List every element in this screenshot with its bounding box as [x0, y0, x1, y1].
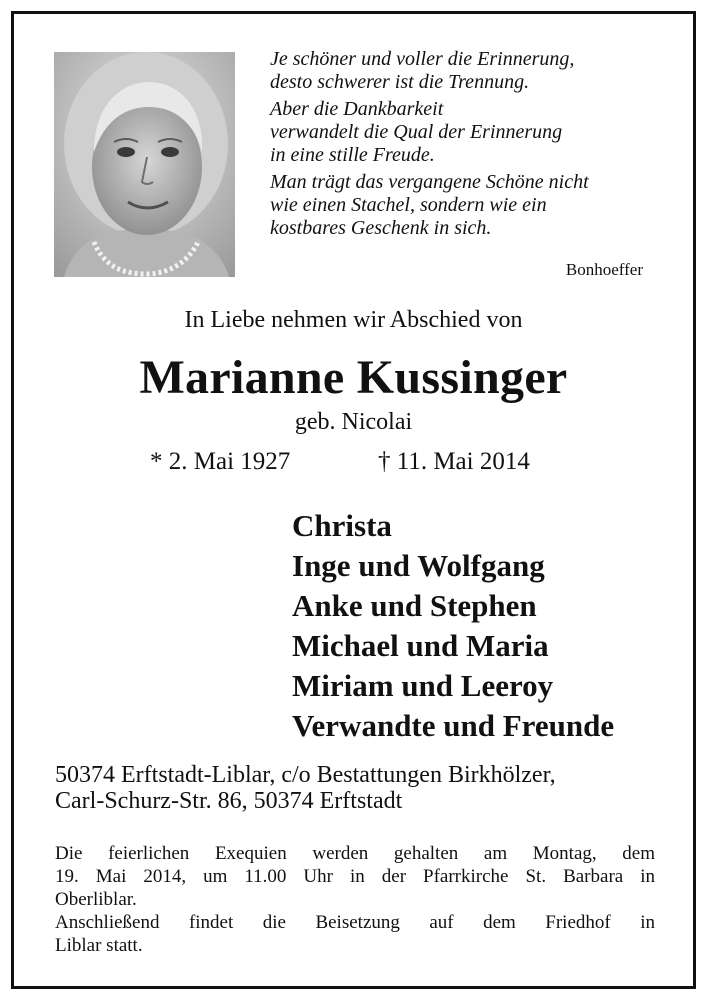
poem-stanza	[270, 98, 650, 167]
mourner-entry: Michael und Maria	[292, 628, 549, 663]
poem-stanza	[270, 171, 650, 240]
maiden-name: geb. Nicolai	[294, 409, 413, 435]
deceased-name: Marianne Kussinger	[139, 351, 568, 404]
poem-stanza	[270, 48, 650, 94]
funeral-notice	[55, 842, 655, 957]
notice-line: 19. Mai 2014, um 11.00 Uhr in der Pfarrkirche St. Barbara in	[55, 866, 655, 887]
poem-line: Man trägt das vergangene Schöne nicht	[270, 171, 589, 193]
death-date: † 11. Mai 2014	[378, 448, 530, 475]
poem-line: Je schöner und voller die Erinnerung,	[270, 48, 575, 70]
notice-line: Die feierlichen Exequien werden gehalten am Montag, dem	[55, 843, 655, 864]
poem-line: wie einen Stachel, sondern wie ein	[270, 194, 547, 216]
contact-address	[55, 762, 556, 814]
birth-date: * 2. Mai 1927	[150, 448, 291, 475]
poem-line: verwandelt die Qual der Erinnerung	[270, 121, 563, 143]
mourner-entry: Inge und Wolfgang	[292, 548, 545, 583]
address-line: Carl-Schurz-Str. 86, 50374 Erftstadt	[55, 788, 403, 814]
poem-line: desto schwerer ist die Trennung.	[270, 71, 530, 93]
mourner-entry: Miriam und Leeroy	[292, 668, 554, 703]
notice-line: Anschließend findet die Beisetzung auf dem Friedhof in	[55, 912, 655, 933]
bonhoeffer-poem	[270, 48, 650, 244]
portrait-photo	[54, 52, 235, 277]
mourner-entry: Verwandte und Freunde	[292, 708, 615, 743]
poem-author: Bonhoeffer	[565, 260, 643, 279]
poem-line: kostbares Geschenk in sich.	[270, 217, 492, 239]
notice-line: Oberliblar.	[55, 889, 137, 910]
mourner-entry: Anke und Stephen	[292, 588, 537, 623]
address-line: 50374 Erftstadt-Liblar, c/o Bestattungen Birkhölzer,	[55, 762, 556, 788]
poem-line: in eine stille Freude.	[270, 144, 435, 166]
farewell-intro: In Liebe nehmen wir Abschied von	[184, 307, 523, 333]
poem-line: Aber die Dankbarkeit	[270, 98, 444, 120]
mourners-list	[292, 506, 614, 746]
notice-line: Liblar statt.	[55, 935, 143, 956]
mourner-entry: Christa	[292, 508, 392, 543]
